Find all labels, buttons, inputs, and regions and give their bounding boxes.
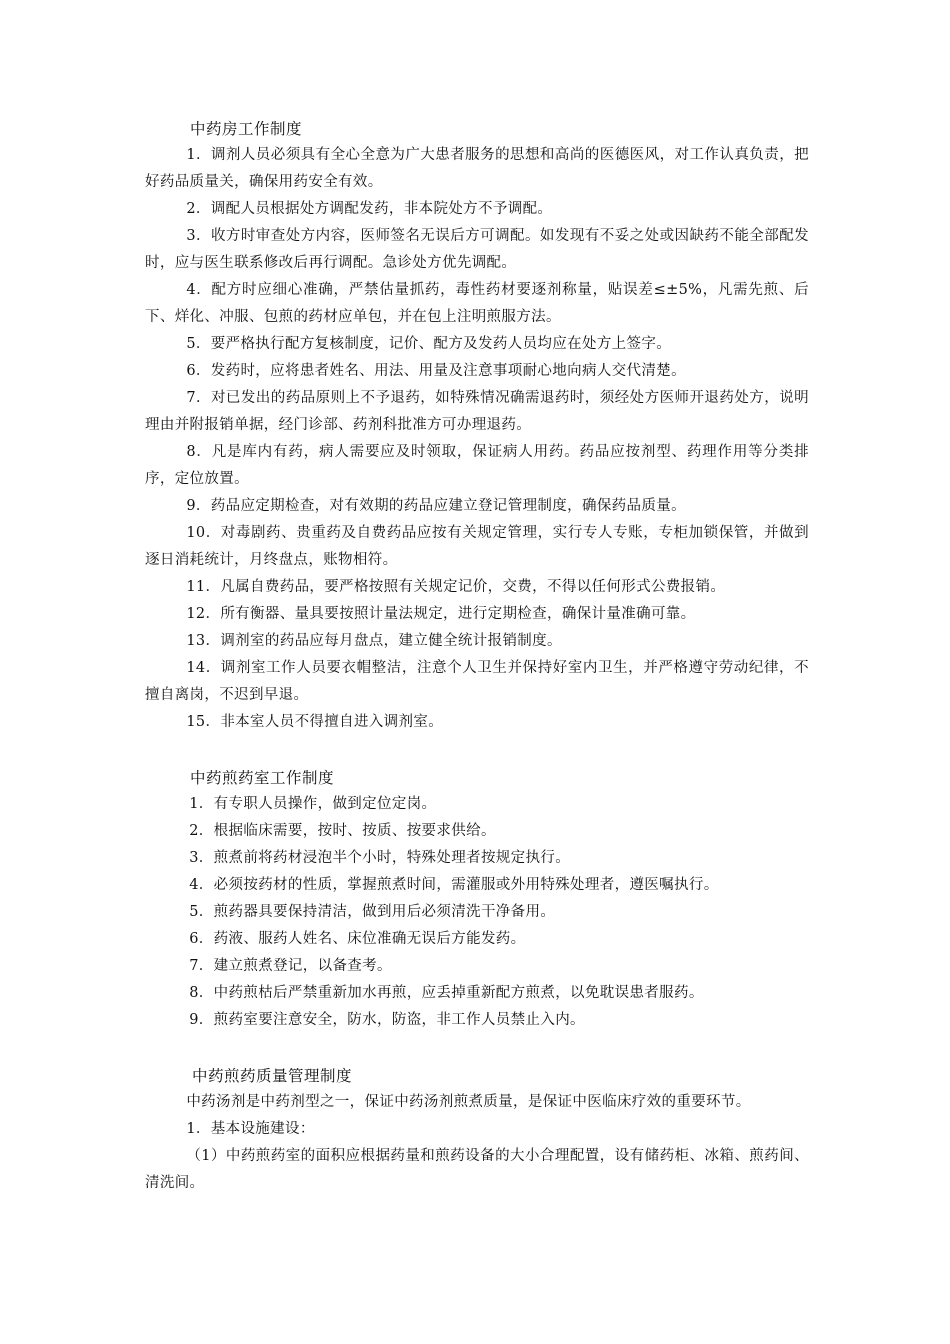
paragraph: 3．煎煮前将药材浸泡半个小时，特殊处理者按规定执行。 [189,850,571,866]
paragraph: 8．凡是库内有药，病人需要应及时领取，保证病人用药。药品应按剂型、药理作用等分类排序，定位放置。 [145,444,809,487]
paragraph: 中药汤剂是中药剂型之一，保证中药汤剂煎煮质量，是保证中医临床疗效的重要环节。 [186,1094,751,1110]
section-decoction-quality-rules [145,1063,809,1197]
paragraph: 7．建立煎煮登记，以备查考。 [189,958,392,974]
section-title: 中药煎药质量管理制度 [192,1067,353,1085]
paragraph: 6．药液、服药人姓名、床位准确无误后方能发药。 [189,931,526,947]
paragraph: 9．煎药室要注意安全，防水，防盗，非工作人员禁止入内。 [189,1012,585,1028]
paragraph: 1．基本设施建设： [186,1121,315,1137]
paragraph: 4．必须按药材的性质，掌握煎煮时间，需灌服或外用特殊处理者，遵医嘱执行。 [189,877,719,893]
paragraph: 1．调剂人员必须具有全心全意为广大患者服务的思想和高尚的医德医风，对工作认真负责，把好药品质量关，确保用药安全有效。 [145,147,809,190]
paragraph: 6．发药时，应将患者姓名、用法、用量及注意事项耐心地向病人交代清楚。 [186,363,686,379]
paragraph: 7．对已发出的药品原则上不予退药，如特殊情况确需退药时，须经处方医师开退药处方，说明理由并附报销单据，经门诊部、药剂科批准方可办理退药。 [145,390,809,433]
section-title: 中药房工作制度 [190,120,303,138]
paragraph: 8．中药煎枯后严禁重新加水再煎，应丢掉重新配方煎煮，以免耽误患者服药。 [189,985,704,1001]
paragraph: 5．煎药器具要保持清洁，做到用后必须清洗干净备用。 [189,904,556,920]
paragraph: 14．调剂室工作人员要衣帽整洁，注意个人卫生并保持好室内卫生，并严格遵守劳动纪律，不擅自离岗，不迟到早退。 [145,660,809,703]
section-title: 中药煎药室工作制度 [190,769,335,787]
paragraph: 10．对毒剧药、贵重药及自费药品应按有关规定管理，实行专人专账，专柜加锁保管，并做到逐日消耗统计，月终盘点，账物相符。 [145,525,809,568]
paragraph: 4．配方时应细心准确，严禁估量抓药，毒性药材要逐剂称量，贴误差≤±5%，凡需先煎、后下、烊化、冲服、包煎的药材应单包，并在包上注明煎服方法。 [145,282,809,325]
paragraph: 12．所有衡器、量具要按照计量法规定，进行定期检查，确保计量准确可靠。 [186,606,696,622]
paragraph: （1）中药煎药室的面积应根据药量和煎药设备的大小合理配置，设有储药柜、冰箱、煎药间、清洗间。 [145,1148,809,1191]
paragraph: 2．调配人员根据处方调配发药，非本院处方不予调配。 [186,201,553,217]
paragraph: 9．药品应定期检查，对有效期的药品应建立登记管理制度，确保药品质量。 [186,498,686,514]
paragraph: 3．收方时审查处方内容，医师签名无误后方可调配。如发现有不妥之处或因缺药不能全部配发时，应与医生联系修改后再行调配。急诊处方优先调配。 [145,228,809,271]
paragraph: 11．凡属自费药品，要严格按照有关规定记价，交费，不得以任何形式公费报销。 [186,579,726,595]
paragraph: 13．调剂室的药品应每月盘点，建立健全统计报销制度。 [186,633,562,649]
document-page [145,116,809,1197]
paragraph: 1．有专职人员操作，做到定位定岗。 [189,796,437,812]
paragraph: 2．根据临床需要，按时、按质、按要求供给。 [189,823,496,839]
section-pharmacy-rules [145,116,809,736]
section-decoction-room-rules [145,765,809,1034]
paragraph: 5．要严格执行配方复核制度，记价、配方及发药人员均应在处方上签字。 [186,336,672,352]
paragraph: 15．非本室人员不得擅自进入调剂室。 [186,714,444,730]
